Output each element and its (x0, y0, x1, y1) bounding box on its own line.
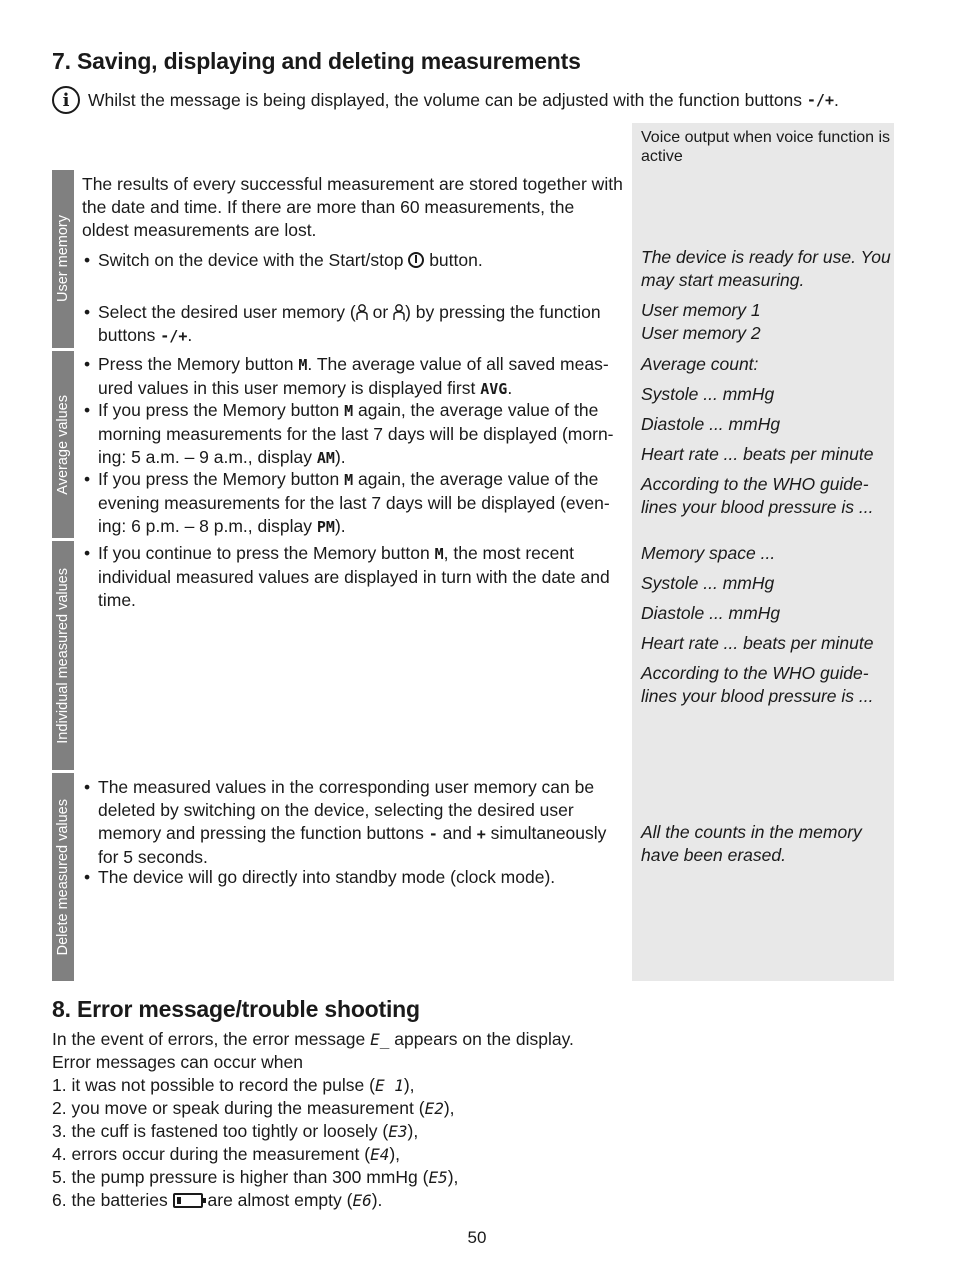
voice-individual: Memory space ... Systole ... mmHg Diastole ... mmHg Heart rate ... beats per minute According to the WHO guide-lines your blood pressure is ... (641, 543, 874, 706)
section-7-title: 7. Saving, displaying and deleting measurements (52, 48, 581, 74)
voice-average: Average count: Systole ... mmHg Diastole ... mmHg Heart rate ... beats per minute According to the WHO guide-lines your blood pressure is ... (641, 354, 874, 517)
error-item-6: 6. the batteries are almost empty (E6). (52, 1190, 383, 1210)
list-item-average-evening: • If you press the Memory button M again, the average value of the evening measurements for the last 7 days will be displayed (even-ing: 6 p.m. – 8 p.m., display PM). (82, 468, 624, 539)
error-item-2: 2. you move or speak during the measurement (E2), (52, 1098, 455, 1118)
voice-switch-on: The device is ready for use. You may start measuring. (641, 247, 891, 290)
intro-note: i Whilst the message is being displayed, the volume can be adjusted with the function buttons -/+ . (52, 86, 839, 114)
list-item-standby: • The device will go directly into standby mode (clock mode). (82, 866, 624, 889)
battery-icon (173, 1193, 203, 1208)
page-number: 50 (467, 1228, 487, 1247)
error-item-5: 5. the pump pressure is higher than 300 mmHg (E5), (52, 1167, 459, 1187)
minus-plus-symbol: -/+ (806, 91, 834, 109)
error-item-4: 4. errors occur during the measurement (E4), (52, 1144, 401, 1164)
voice-output-header: Voice output when voice function is active (641, 129, 891, 165)
error-item-1: 1. it was not possible to record the pulse (E 1), (52, 1075, 415, 1095)
section-8-title: 8. Error message/trouble shooting (52, 996, 420, 1022)
store-description: The results of every successful measurement are stored together with the date and time. If there are more than 60 measurements, the oldest measurements are lost. (82, 174, 623, 240)
list-item-average-morning: • If you press the Memory button M again, the average value of the morning measurements for the last 7 days will be displayed (morn-ing: 5 a.m. – 9 a.m., display AM). (82, 399, 624, 470)
voice-delete: All the counts in the memory have been erased. (641, 822, 862, 865)
error-item-3: 3. the cuff is fastened too tightly or loosely (E3), (52, 1121, 419, 1141)
group-label-user-memory: User memory (52, 170, 74, 348)
intro-text: Whilst the message is being displayed, the volume can be adjusted with the function buttons (88, 89, 803, 110)
group-label-delete-values: Delete measured values (52, 773, 74, 981)
voice-select-user: User memory 1 User memory 2 (641, 300, 761, 343)
memory-button-symbol: M (298, 356, 308, 374)
user-2-icon (393, 304, 405, 321)
list-item-individual: • If you continue to press the Memory button M, the most recent individual measured values are displayed in turn with the date and time. (82, 542, 624, 612)
user-1-icon (356, 304, 368, 321)
error-intro-line: In the event of errors, the error message E_ appears on the display. (52, 1029, 574, 1049)
error-code-generic: E_ (370, 1030, 390, 1049)
list-item-delete: • The measured values in the corresponding user memory can be deleted by switching on the device, selecting the desired user memory and pressing the function buttons - and + simultaneously for 5 seconds. (82, 776, 624, 869)
error-intro-line-2: Error messages can occur when (52, 1052, 303, 1072)
info-icon: i (52, 86, 80, 114)
group-label-individual-values: Individual measured values (52, 541, 74, 770)
group-label-average-values: Average values (52, 351, 74, 538)
power-icon (408, 252, 424, 268)
list-item-average-all: • Press the Memory button M. The average value of all saved meas-ured values in this user memory is displayed first AVG. (82, 353, 624, 401)
list-item-switch-on: • Switch on the device with the Start/stop button. (82, 249, 624, 272)
list-item-select-user: • Select the desired user memory ( or ) by pressing the function buttons -/+. (82, 301, 624, 348)
